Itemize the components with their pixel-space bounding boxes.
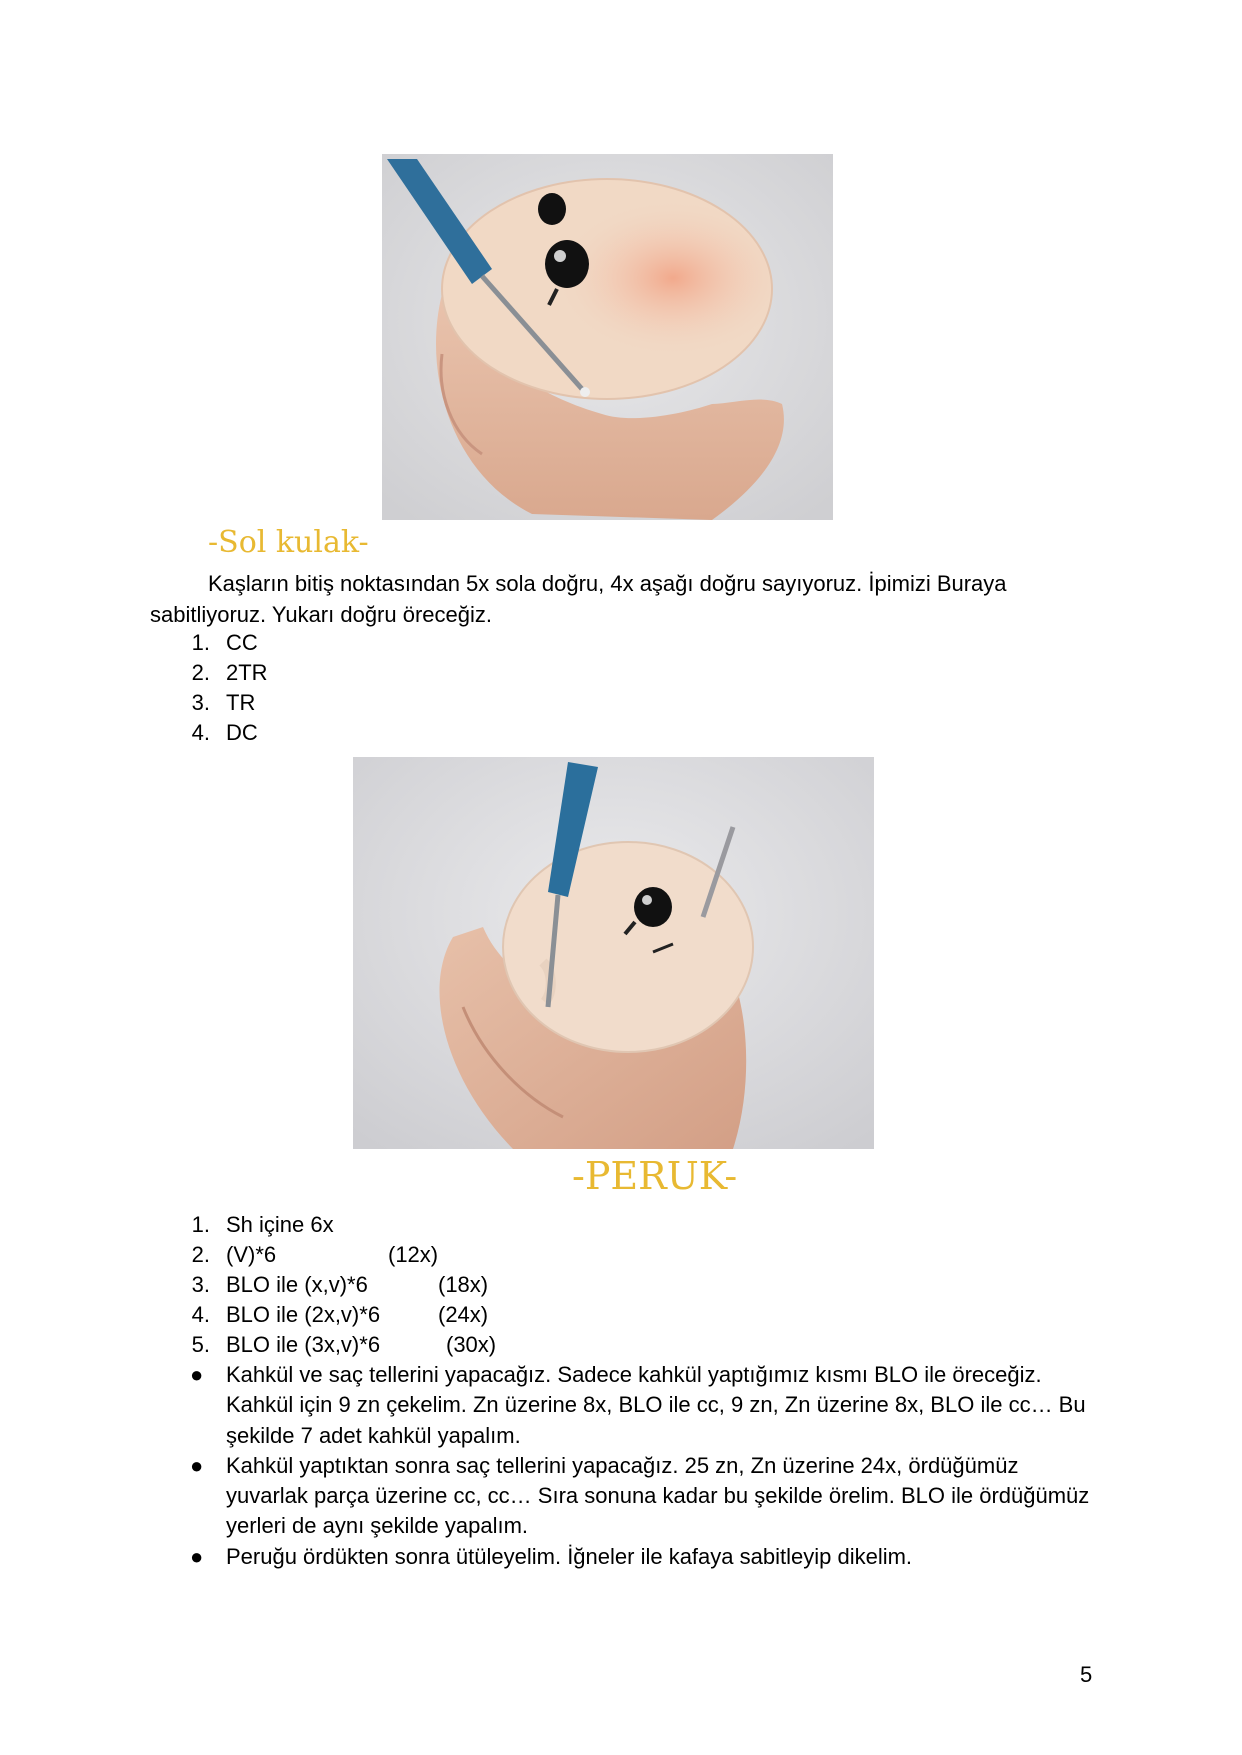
list-item: 2. (V)*6 (12x) [191, 1242, 439, 1267]
list-item: 2. 2TR [191, 660, 268, 685]
list-item: ● Peruğu ördükten sonra ütüleyelim. İğneler ile kafaya sabitleyip dikelim. [186, 1542, 1098, 1572]
list-item: 4. DC [191, 720, 258, 745]
crochet-head-illustration-1 [382, 154, 833, 520]
peruk-bullets [186, 1360, 1098, 1572]
list-item: 5. BLO ile (3x,v)*6 (30x) [191, 1332, 497, 1357]
page-number: 5 [1080, 1662, 1093, 1687]
list-item: 3. BLO ile (x,v)*6 (18x) [191, 1272, 489, 1297]
photo-head-with-hook-1 [382, 154, 833, 520]
photo-head-with-hook-2 [353, 757, 874, 1149]
sol-kulak-paragraph: Kaşların bitiş noktasından 5x sola doğru, 4x aşağı doğru sayıyoruz. İpimizi Buraya sabitliyoruz. Yukarı doğru öreceğiz. [150, 571, 1007, 627]
sol-kulak-steps [186, 628, 586, 748]
section-heading-peruk: -PERUK- [572, 1154, 738, 1198]
list-item: 1. CC [191, 630, 258, 655]
list-item: 3. TR [191, 690, 256, 715]
bullet-dot: ● [190, 1543, 204, 1569]
list-item: 4. BLO ile (2x,v)*6 (24x) [191, 1302, 489, 1327]
bullet-dot: ● [190, 1362, 204, 1387]
crochet-head-illustration-2 [353, 757, 874, 1149]
section-heading-sol-kulak: -Sol kulak- [208, 525, 369, 560]
list-item: ● Kahkül ve saç tellerini yapacağız. Sadece kahkül yaptığımız kısmı BLO ile öreceğiz. Kahkül için 9 zn çekelim. Zn üzerine 8x, BLO ile cc, 9 zn, Zn üzerine 8x, BLO ile cc… Bu şekilde 7 adet kahkül yapalım. [190, 1362, 1086, 1448]
list-item: 1. Sh içine 6x [191, 1212, 334, 1237]
list-item: ● Kahkül yaptıktan sonra saç tellerini yapacağız. 25 zn, Zn üzerine 24x, ördüğümüz yuvarlak parça üzerine cc, cc… Sıra sonuna kadar bu şekilde örelim. BLO ile ördüğümüz yerleri de aynı şekilde yapalım. [190, 1452, 1090, 1539]
peruk-steps [186, 1210, 686, 1360]
bullet-dot: ● [190, 1452, 204, 1478]
